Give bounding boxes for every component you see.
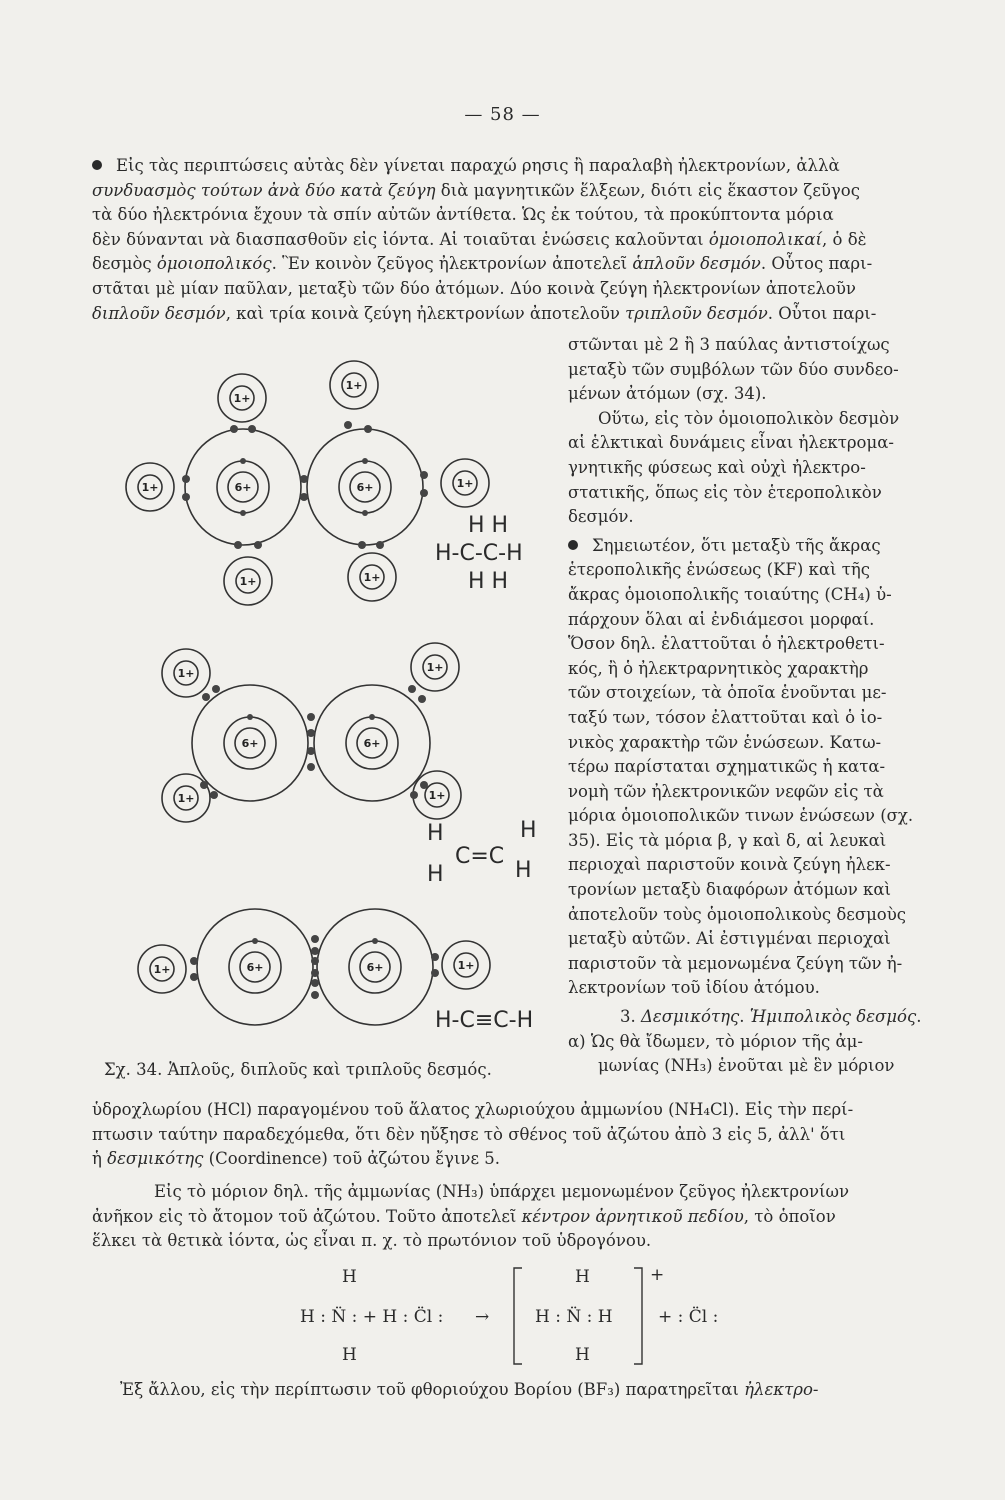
formula-acetylene: H-C≡C-H — [435, 1008, 534, 1033]
paragraph-ammonium: ὑδροχλωρίου (HCl) παραγομένου τοῦ ἅλατος χλωριούχου ἀμμωνίου (NH₄Cl). Εἰς τὴν περί- πτωσιν ταύτην παραδεχόμεθα, ὅτι δὲν ηὔξησε τὸ σθένος τοῦ ἀζώτου ἀπὸ 3 εἰς 5, ἀλλ' ὅτι ἡ δεσμικότης (Coordinence) τοῦ ἀζώτου ἔγινε 5. — [92, 1100, 854, 1169]
svg-text:1+: 1+ — [141, 481, 159, 494]
text-line: συνδυασμὸς τούτων ἀνὰ δύο κατὰ ζεύγη διὰ μαγνητικῶν ἕλξεων, διότι εἰς ἕκαστον ζεῦγος — [92, 180, 860, 200]
svg-text:1+: 1+ — [177, 792, 195, 805]
svg-text:1+: 1+ — [363, 571, 381, 584]
svg-text:H: H — [342, 1267, 357, 1287]
formula-ethylene: C=C — [455, 844, 505, 869]
svg-text:H : N̈ : + H : C̈l :: H : N̈ : + H : C̈l : — [300, 1307, 444, 1327]
formula-ethylene-h: H — [515, 858, 532, 883]
paragraph-bf3: Ἐξ ἄλλου, εἰς τὴν περίπτωσιν τοῦ φθοριούχου Βορίου (BF₃) παρατηρεῖται ἠλεκτρο- — [120, 1380, 819, 1399]
svg-text:H : N̈ : H: H : N̈ : H — [535, 1307, 613, 1327]
svg-text:1+: 1+ — [177, 667, 195, 680]
formula-ethane-top: H H — [468, 513, 509, 538]
text-line: δὲν δύνανται νὰ διασπασθοῦν εἰς ἰόντα. Αἱ τοιαῦται ἑνώσεις καλοῦνται ὁμοιοπολικαί, ὁ δὲ — [92, 229, 867, 249]
text-line: Εἰς τὰς περιπτώσεις αὐτὰς δὲν γίνεται παραχώ ρησις ἢ παραλαβὴ ἠλεκτρονίων, ἀλλὰ — [92, 154, 937, 179]
ammonium-equation — [270, 1260, 719, 1370]
svg-text:H: H — [575, 1345, 590, 1365]
svg-text:1+: 1+ — [239, 575, 257, 588]
svg-text:→: → — [475, 1307, 490, 1327]
svg-text:1+: 1+ — [457, 959, 475, 972]
svg-text:+ : C̈l :: + : C̈l : — [658, 1307, 719, 1327]
hydrogen-nucleus-label: 1+ — [233, 392, 251, 405]
svg-text:1+: 1+ — [426, 661, 444, 674]
carbon-nucleus-label: 6+ — [356, 481, 374, 494]
formula-ethylene-h: H — [520, 818, 537, 843]
formula-ethane: H-C-C-H — [435, 541, 523, 566]
bullet-icon — [92, 160, 102, 170]
figure-caption: Σχ. 34. Ἁπλοῦς, διπλοῦς καὶ τριπλοῦς δεσμός. — [104, 1060, 492, 1079]
formula-ethylene-h: H — [427, 821, 444, 846]
carbon-nucleus-label: 6+ — [234, 481, 252, 494]
svg-text:1+: 1+ — [345, 379, 363, 392]
formula-ethane-bottom: H H — [468, 569, 509, 594]
section-heading: 3. Δεσμικότης. Ἡμιπολικὸς δεσμός. — [620, 1007, 922, 1027]
svg-text:6+: 6+ — [363, 737, 381, 750]
text-line: διπλοῦν δεσμόν, καὶ τρία κοινὰ ζεύγη ἠλεκτρονίων ἀποτελοῦν τριπλοῦν δεσμόν. Οὗτοι παρι- — [92, 303, 877, 323]
text-line: στᾶται μὲ μίαν παῦλαν, μεταξὺ τῶν δύο ἀτόμων. Δύο κοινὰ ζεύγη ἠλεκτρονίων ἀποτελοῦν — [92, 278, 856, 298]
svg-text:6+: 6+ — [241, 737, 259, 750]
bullet-icon — [568, 540, 578, 550]
text-line: τὰ δύο ἠλεκτρόνια ἔχουν τὰ σπίν αὐτῶν ἀντίθετα. Ὡς ἐκ τούτου, τὰ προκύπτοντα μόρια — [92, 205, 834, 225]
paragraph-intro — [92, 154, 937, 326]
page-number: — 58 — — [464, 104, 541, 125]
svg-text:6+: 6+ — [246, 961, 264, 974]
paragraph-lone-pair: Εἰς τὸ μόριον δηλ. τῆς ἀμμωνίας (NH₃) ὑπάρχει μεμονωμένον ζεῦγος ἠλεκτρονίων ἀνῆκον εἰς τὸ ἄτομον τοῦ ἀζώτου. Τοῦτο ἀποτελεῖ κέντρον ἀρνητικοῦ πεδίου, τὸ ὁποῖον ἕλκει τὰ θετικὰ ἰόντα, ὡς εἶναι π. χ. τὸ πρωτόνιον τοῦ ὑδρογόνου. — [92, 1182, 849, 1251]
figure-34 — [100, 355, 560, 1055]
formula-ethylene-h: H — [427, 862, 444, 887]
svg-text:6+: 6+ — [366, 961, 384, 974]
svg-text:1+: 1+ — [153, 963, 171, 976]
paragraph-right-column: στῶνται μὲ 2 ἢ 3 παύλας ἀντιστοίχως μεταξὺ τῶν συμβόλων τῶν δύο συνδεο- μένων ἀτόμων (σχ. 34). Οὕτω, εἰς τὸν ὁμοιοπολικὸν δεσμὸν αἱ ἑλκτικαὶ δυνάμεις εἶναι ἠλεκτρομα- γνητικῆς φύσεως καὶ οὐχὶ ἠλεκτρο- στατικῆς, ὅπως εἰς τὸν ἑτεροπολικὸν δεσμόν. Σημειωτέον, ὅτι μεταξὺ τῆς ἄκρας ἑτεροπολικῆς ἑνώσεως (KF) καὶ τῆς ἄκρας ὁμοιοπολικῆς τοιαύτης (CH₄) ὑ- πάρχουν ὅλαι αἱ ἐνδιάμεσοι μορφαί. Ὅσον δηλ. ἐλαττοῦται ὁ ἠλεκτροθετι- κός, ἢ ὁ ἠλεκτραρνητικὸς χαρακτὴρ τῶν στοιχείων, τὰ ὁποῖα ἑνοῦνται με- ταξύ των, τόσον ἐλαττοῦται καὶ ὁ ἰο- νικὸς χαρακτὴρ τῶν ἑνώσεων. Κατω- τέρω παρίσταται σχηματικῶς ἡ κατα- νομὴ τῶν ἠλεκτρονικῶν νεφῶν εἰς τὰ μόρια ὁμοιοπολικῶν τινων ἑνώσεων (σχ. 35). Εἰς τὰ μόρια β, γ καὶ δ, αἱ λευκαὶ περιοχαὶ παριστοῦν κοινὰ ζεύγη ἠλεκ- τρονίων μεταξὺ διαφόρων ἀτόμων καὶ ἀποτελοῦν τοὺς ὁμοιοπολικοὺς δεσμοὺς μεταξὺ αὐτῶν. Αἱ ἐστιγμέναι περιοχαὶ παριστοῦν τὰ μεμονωμένα ζεύγη τῶν ἠ- λεκτρονίων τοῦ ἰδίου ἀτόμου. 3. Δεσμικότης. Ἡμιπολικὸς δεσμός. α) Ὡς θὰ ἴδωμεν, τὸ μόριον τῆς ἀμ- μωνίας (NH₃) ἑνοῦται μὲ ἓν μόριον — [568, 333, 938, 1079]
svg-text:1+: 1+ — [456, 477, 474, 490]
svg-text:1+: 1+ — [428, 789, 446, 802]
text-line: δεσμὸς ὁμοιοπολικός. Ἓν κοινὸν ζεῦγος ἠλεκτρονίων ἀποτελεῖ ἁπλοῦν δεσμόν. Οὗτος παρι- — [92, 254, 873, 274]
svg-text:H: H — [575, 1267, 590, 1287]
svg-text:+: + — [650, 1265, 665, 1285]
svg-text:H: H — [342, 1345, 357, 1365]
